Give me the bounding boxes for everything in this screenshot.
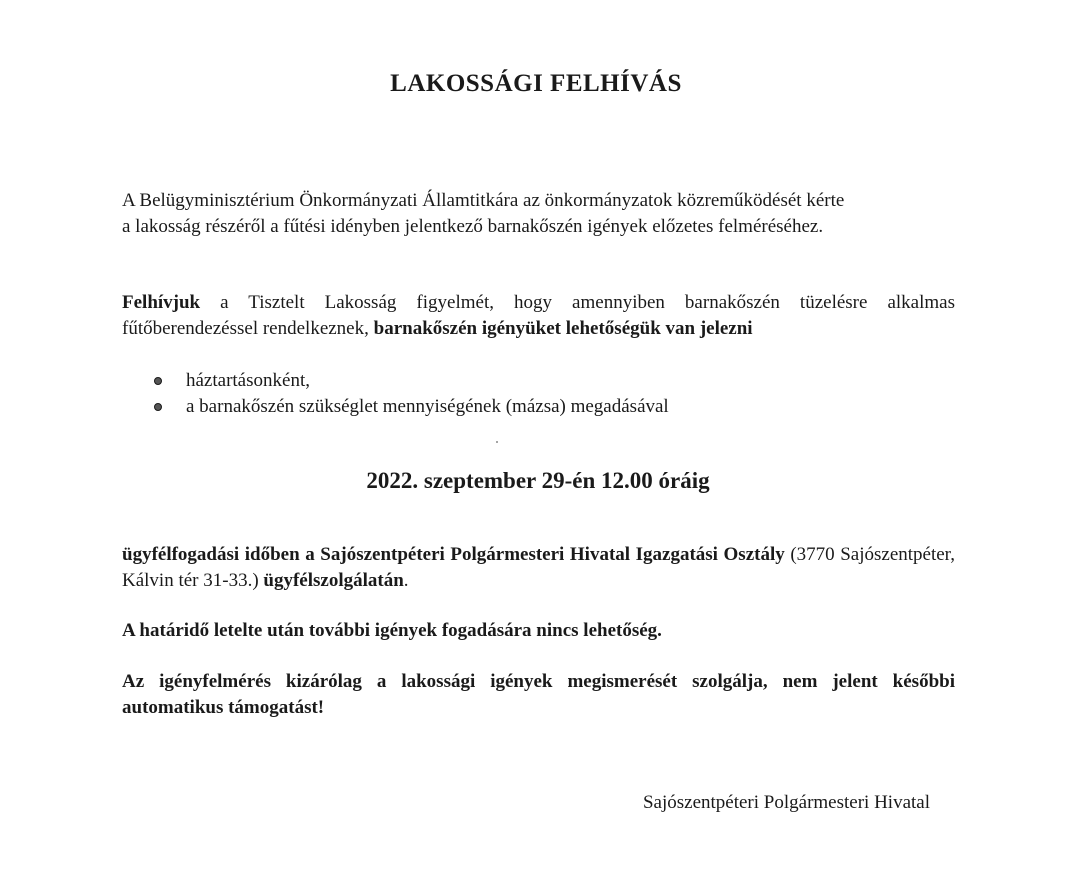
scan-speck (496, 441, 498, 443)
intro-paragraph (122, 188, 955, 240)
callout-paragraph (122, 290, 955, 342)
list-item-text: a barnakőszén szükséglet mennyiségének (mázsa) megadásával (186, 396, 669, 417)
callout-lead: Felhívjuk (122, 292, 201, 313)
requirement-list (152, 368, 669, 420)
office-paragraph (122, 542, 955, 594)
signature: Sajószentpéteri Polgármesteri Hivatal (642, 792, 930, 813)
bullet-icon (154, 403, 162, 411)
office-bold-end: ügyfélszolgálatán (263, 570, 404, 591)
office-bold: ügyfélfogadási időben a Sajószentpéteri Polgármesteri Hivatal Igazgatási Osztály (122, 544, 785, 565)
office-address: (3770 Sajószentpéter, Kálvin tér 31-33.) (122, 544, 955, 591)
callout-middle: a Tisztelt Lakosság figyelmét, hogy amennyiben barnakőszén tüzelésre alkalmas fűtőberendezéssel rendelkeznek, (122, 292, 955, 339)
document-title: LAKOSSÁGI FELHÍVÁS (390, 70, 682, 97)
list-item-text: háztartásonként, (186, 370, 310, 391)
intro-line-1: A Belügyminisztérium Önkormányzati Államtitkára az önkormányzatok közreműködését kérte (122, 190, 845, 211)
deadline-heading: 2022. szeptember 29-én 12.00 óráig (366, 468, 710, 493)
bullet-icon (154, 377, 162, 385)
list-item (152, 368, 669, 394)
intro-line-2: a lakosság részéről a fűtési idényben jelentkező barnakőszén igények előzetes felméréséhez. (122, 216, 824, 237)
list-item (152, 394, 669, 420)
callout-tail: barnakőszén igényüket lehetőségük van jelezni (373, 318, 753, 339)
office-period: . (403, 570, 409, 591)
disclaimer-paragraph: Az igényfelmérés kizárólag a lakossági igények megismerését szolgálja, nem jelent későbbi automatikus támogatást! (122, 671, 955, 718)
notice-paragraph: A határidő letelte után további igények fogadására nincs lehetőség. (122, 620, 662, 641)
